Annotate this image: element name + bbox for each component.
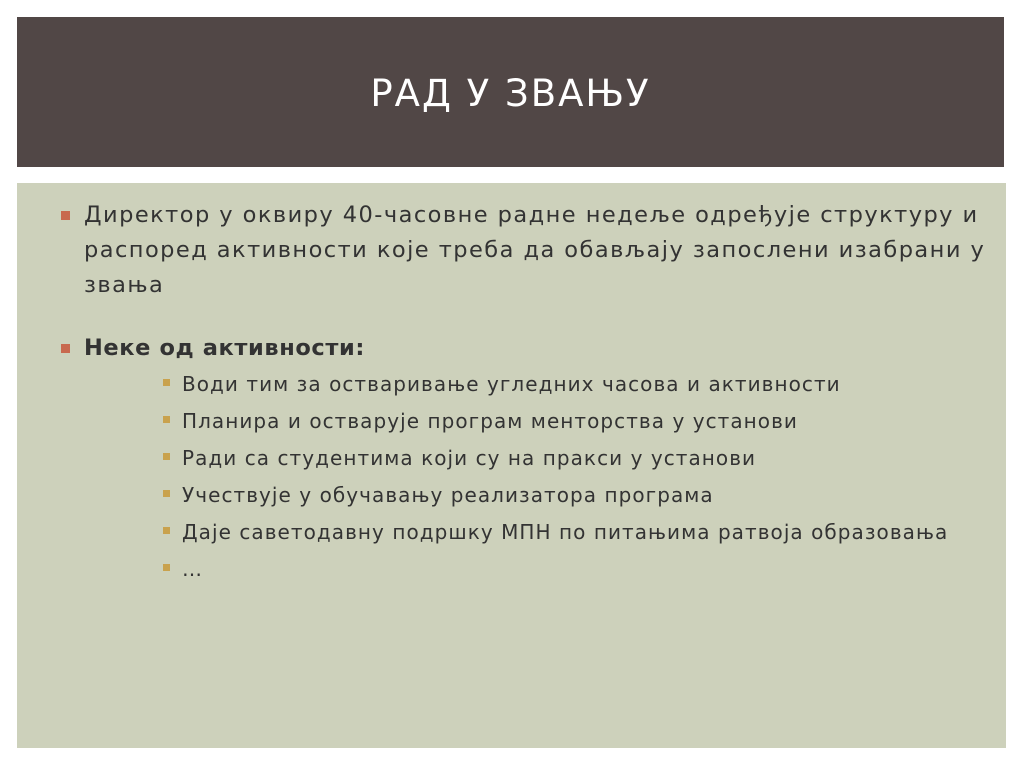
sub-bullet-text: Води тим за остваривање угледних часова и активности [182,372,841,396]
sub-bullet-text: Планира и остварује програм менторства у установи [182,409,798,433]
square-bullet-icon [163,416,170,423]
sub-bullet-text: Даје саветодавну подршку МПН по питањима ратвоја образовања [182,520,949,544]
square-bullet-icon [61,211,70,220]
sub-bullet-text: Учествује у обучавању реализатора програма [182,483,714,507]
sub-bullet-item [84,403,986,440]
sub-bullet-text: Ради са студентима који су на пракси у установи [182,446,757,470]
bullet-item [17,331,1006,588]
square-bullet-icon [163,490,170,497]
bullet-item [17,198,1006,303]
square-bullet-icon [163,564,170,571]
sub-bullet-item [84,440,986,477]
sub-bullet-list [84,366,986,588]
square-bullet-icon [163,527,170,534]
slide-title: РАД У ЗВАЊУ [370,71,651,115]
sub-bullet-item [84,514,986,551]
sub-bullet-item [84,366,986,403]
bullet-list [17,183,1006,588]
bullet-text: Директор у оквиру 40-часовне радне недеље одређује структуру и распоред активности које треба да обављају запослени изабрани у звања [84,202,986,298]
title-band [17,17,1004,167]
content-panel [17,183,1006,748]
bullet-heading: Неке од активности: [84,335,365,361]
sub-bullet-item [84,551,986,588]
square-bullet-icon [163,453,170,460]
square-bullet-icon [61,344,70,353]
square-bullet-icon [163,379,170,386]
sub-bullet-text: … [182,557,204,581]
sub-bullet-item [84,477,986,514]
